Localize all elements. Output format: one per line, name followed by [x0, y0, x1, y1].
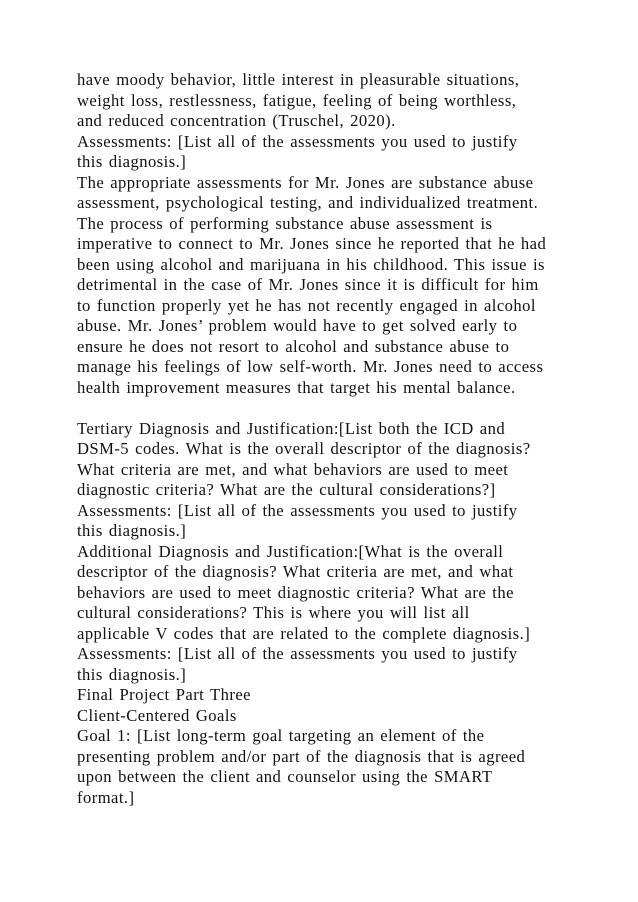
text-line: diagnostic criteria? What are the cultural considerations?]: [77, 480, 496, 499]
text-line: detrimental in the case of Mr. Jones since it is difficult for him: [77, 275, 539, 294]
assessments-answer-paragraph: [77, 173, 597, 399]
text-line: to function properly yet he has not recently engaged in alcohol: [77, 295, 536, 315]
paragraph-spacer: [77, 398, 597, 419]
text-line: The process of performing substance abuse assessment is: [77, 213, 493, 233]
text-line: Assessments: [List all of the assessments you used to justify: [77, 131, 518, 151]
text-line: and reduced concentration (Truschel, 2020).: [77, 111, 396, 130]
text-line: Tertiary Diagnosis and Justification:[List both the ICD and: [77, 418, 506, 438]
document-body: [77, 70, 597, 808]
text-line: ensure he does not resort to alcohol and substance abuse to: [77, 336, 510, 356]
text-line: imperative to connect to Mr. Jones since he reported that he had: [77, 234, 547, 253]
text-line: What criteria are met, and what behaviors are used to meet: [77, 459, 509, 479]
text-line: The appropriate assessments for Mr. Jones are substance abuse: [77, 172, 534, 192]
text-line: been using alcohol and marijuana in his childhood. This issue is: [77, 254, 545, 274]
additional-diagnosis-prompt: [77, 542, 597, 645]
text-line: manage his feelings of low self-worth. Mr. Jones need to access: [77, 357, 544, 376]
text-line: this diagnosis.]: [77, 152, 187, 171]
diagnosis-paragraph-end: [77, 70, 597, 132]
text-line: behaviors are used to meet diagnostic criteria? What are the: [77, 582, 514, 602]
text-line: Assessments: [List all of the assessments you used to justify: [77, 644, 518, 663]
assessments-prompt: [77, 644, 597, 685]
tertiary-diagnosis-prompt: [77, 419, 597, 501]
text-line: have moody behavior, little interest in pleasurable situations,: [77, 70, 520, 89]
assessments-prompt: [77, 132, 597, 173]
text-line: format.]: [77, 787, 135, 807]
text-line: upon between the client and counselor using the SMART: [77, 767, 493, 786]
text-line: Additional Diagnosis and Justification:[What is the overall: [77, 541, 504, 561]
goal-1-prompt: [77, 726, 597, 808]
text-line: presenting problem and/or part of the diagnosis that is agreed: [77, 746, 526, 766]
text-line: assessment, psychological testing, and individualized treatment.: [77, 193, 539, 212]
text-line: DSM-5 codes. What is the overall descriptor of the diagnosis?: [77, 439, 531, 458]
text-line: descriptor of the diagnosis? What criteria are met, and what: [77, 562, 514, 581]
text-line: this diagnosis.]: [77, 664, 187, 684]
text-line: abuse. Mr. Jones’ problem would have to get solved early to: [77, 316, 518, 335]
text-line: applicable V codes that are related to the complete diagnosis.]: [77, 623, 531, 643]
assessments-prompt: [77, 501, 597, 542]
text-line: Goal 1: [List long-term goal targeting an element of the: [77, 726, 485, 745]
text-line: weight loss, restlessness, fatigue, feeling of being worthless,: [77, 90, 517, 110]
text-line: this diagnosis.]: [77, 521, 187, 540]
text-line: Assessments: [List all of the assessments you used to justify: [77, 500, 518, 520]
text-line: cultural considerations? This is where you will list all: [77, 603, 470, 622]
subsection-heading: Client-Centered Goals: [77, 705, 237, 725]
section-heading: Final Project Part Three: [77, 685, 251, 704]
text-line: health improvement measures that target his mental balance.: [77, 377, 516, 397]
